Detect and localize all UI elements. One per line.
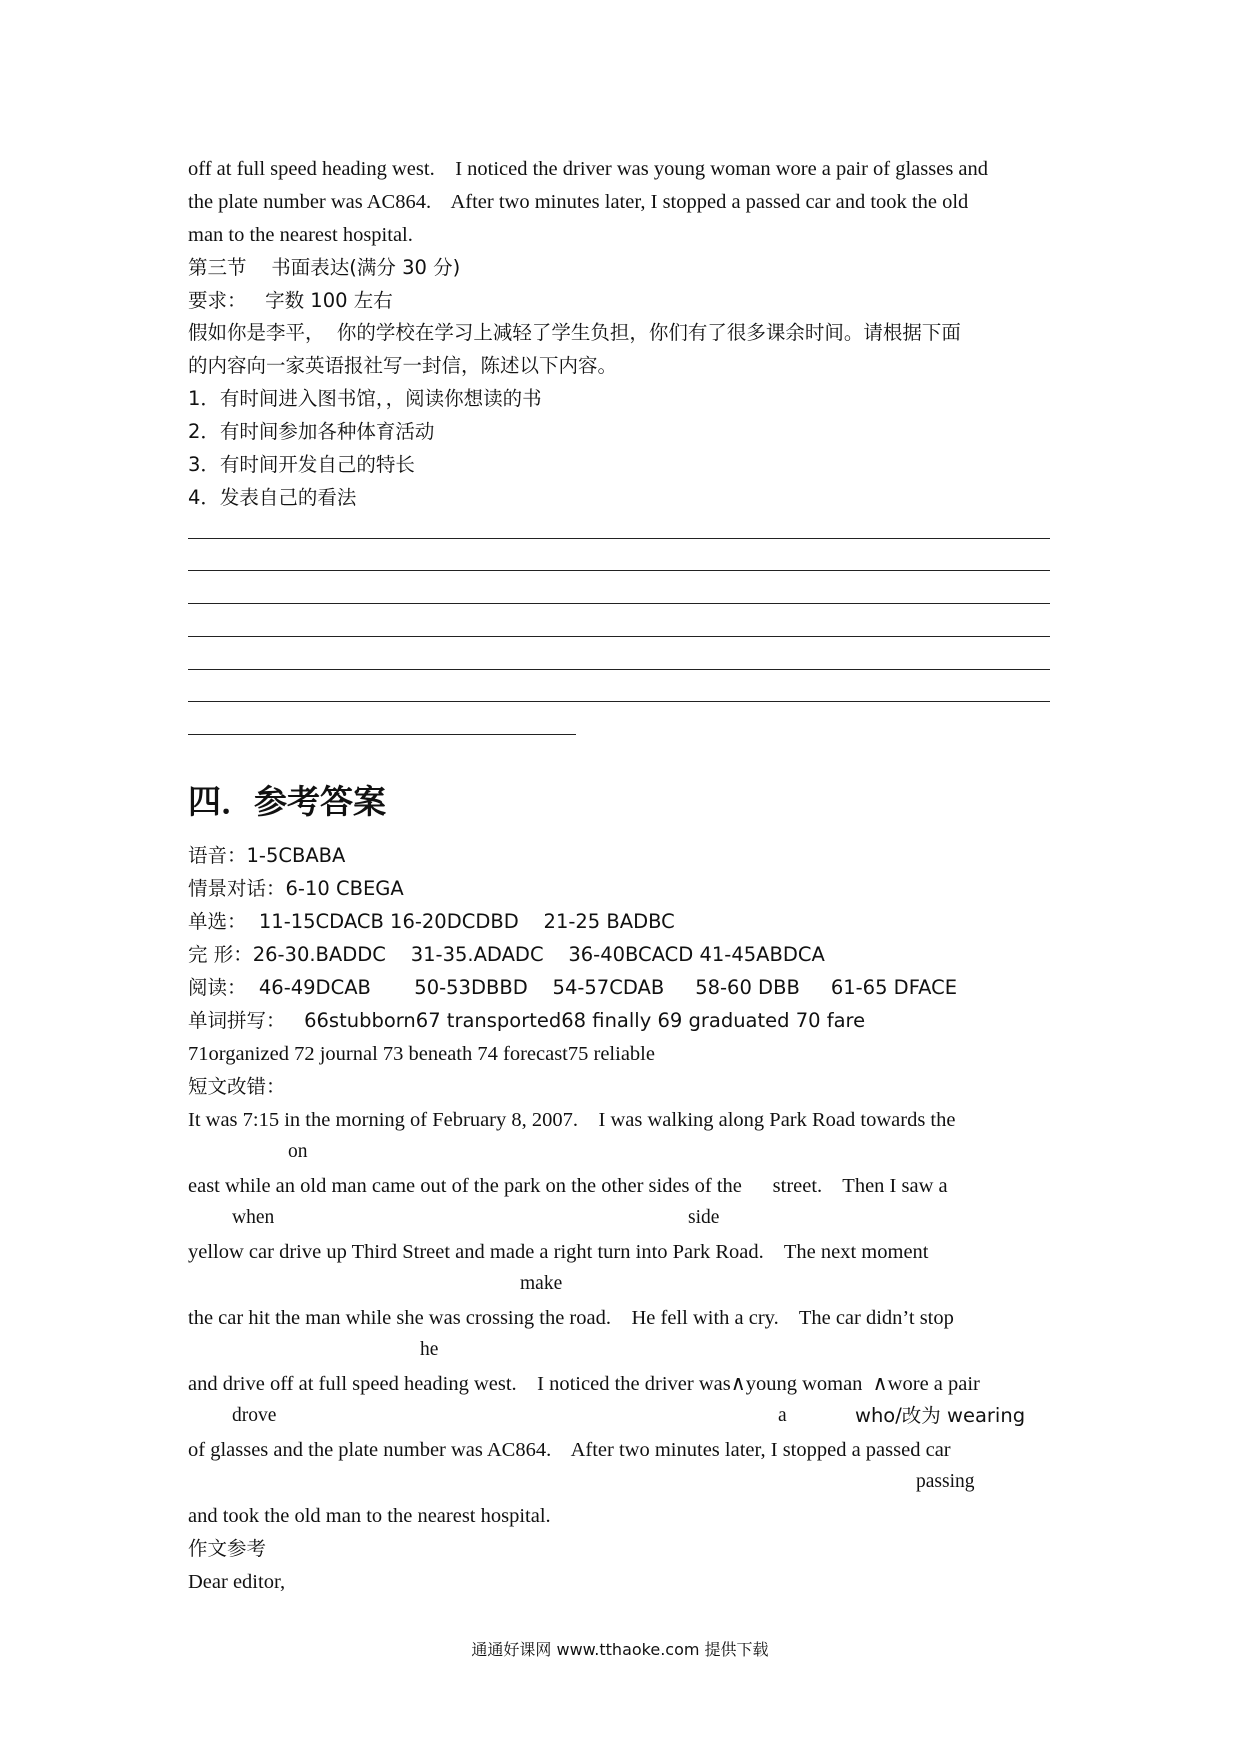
- essay-salutation: Dear editor,: [188, 1571, 286, 1593]
- correction-line-7: and took the old man to the nearest hospital.: [188, 1505, 551, 1527]
- correction-he: he: [420, 1339, 439, 1360]
- correction-line-1: It was 7:15 in the morning of February 8, 2007. I was walking along Park Road towards the: [188, 1109, 956, 1131]
- correction-line-2: east while an old man came out of the park on the other sides of the street. Then I saw a: [188, 1175, 948, 1197]
- writing-line-1: [188, 538, 1050, 539]
- essay-reference-title: 作文参考: [188, 1537, 267, 1560]
- section3-point-3: 3．有时间开发自己的特长: [188, 453, 415, 476]
- writing-line-7: [188, 734, 576, 735]
- correction-line-6: of glasses and the plate number was AC864. After two minutes later, I stopped a passed car: [188, 1439, 951, 1461]
- correction-on: on: [288, 1141, 308, 1162]
- answer-row-2: 情景对话：6-10 CBEGA: [188, 877, 404, 900]
- passage-line-3: man to the nearest hospital.: [188, 224, 413, 246]
- passage-line-1: off at full speed heading west. I noticed the driver was young woman wore a pair of glasses and: [188, 158, 989, 180]
- section3-requirement: 要求： 字数 100 左右: [188, 289, 393, 312]
- section3-title: 第三节 书面表达(满分 30 分): [188, 256, 461, 279]
- correction-make: make: [520, 1273, 563, 1294]
- page-footer: 通通好课网 www.tthaoke.com 提供下载: [471, 1640, 769, 1659]
- answer-row-1: 语音：1-5CBABA: [188, 844, 346, 867]
- correction-line-3: yellow car drive up Third Street and made a right turn into Park Road. The next moment: [188, 1241, 929, 1263]
- answer-row-7: 71organized 72 journal 73 beneath 74 forecast75 reliable: [188, 1043, 655, 1065]
- correction-drove: drove: [232, 1405, 277, 1426]
- answer-row-4: 完 形：26-30.BADDC 31-35.ADADC 36-40BCACD 41-45ABDCA: [188, 943, 825, 966]
- correction-who-wearing: who/改为 wearing: [855, 1404, 1026, 1427]
- answer-row-5: 阅读： 46-49DCAB 50-53DBBD 54-57CDAB 58-60 DBB 61-65 DFACE: [188, 976, 958, 999]
- answer-row-6: 单词拼写： 66stubborn67 transported68 finally 69 graduated 70 fare: [188, 1009, 866, 1032]
- writing-line-6: [188, 701, 1050, 702]
- writing-line-5: [188, 669, 1050, 670]
- writing-line-4: [188, 636, 1050, 637]
- section3-point-2: 2．有时间参加各种体育活动: [188, 420, 435, 443]
- correction-line-5: and drive off at full speed heading west. I noticed the driver was∧young woman ∧wore a pair: [188, 1373, 980, 1395]
- correction-line-4: the car hit the man while she was crossing the road. He fell with a cry. The car didn’t stop: [188, 1307, 954, 1329]
- section3-prompt-line-1: 假如你是李平， 你的学校在学习上减轻了学生负担，你们有了很多课余时间。请根据下面: [188, 321, 961, 344]
- correction-title: 短文改错：: [188, 1075, 286, 1098]
- answers-heading: 四．参考答案: [188, 782, 386, 821]
- correction-side: side: [688, 1207, 720, 1228]
- correction-passing: passing: [916, 1471, 975, 1492]
- writing-line-3: [188, 603, 1050, 604]
- section3-prompt-line-2: 的内容向一家英语报社写一封信，陈述以下内容。: [188, 354, 618, 377]
- answer-row-3: 单选： 11-15CDACB 16-20DCDBD 21-25 BADBC: [188, 910, 675, 933]
- section3-point-4: 4．发表自己的看法: [188, 486, 357, 509]
- section3-point-1: 1．有时间进入图书馆，，阅读你想读的书: [188, 387, 542, 410]
- passage-line-2: the plate number was AC864. After two minutes later, I stopped a passed car and took the old: [188, 191, 969, 213]
- correction-a: a: [778, 1405, 787, 1426]
- correction-when: when: [232, 1207, 275, 1228]
- writing-line-2: [188, 570, 1050, 571]
